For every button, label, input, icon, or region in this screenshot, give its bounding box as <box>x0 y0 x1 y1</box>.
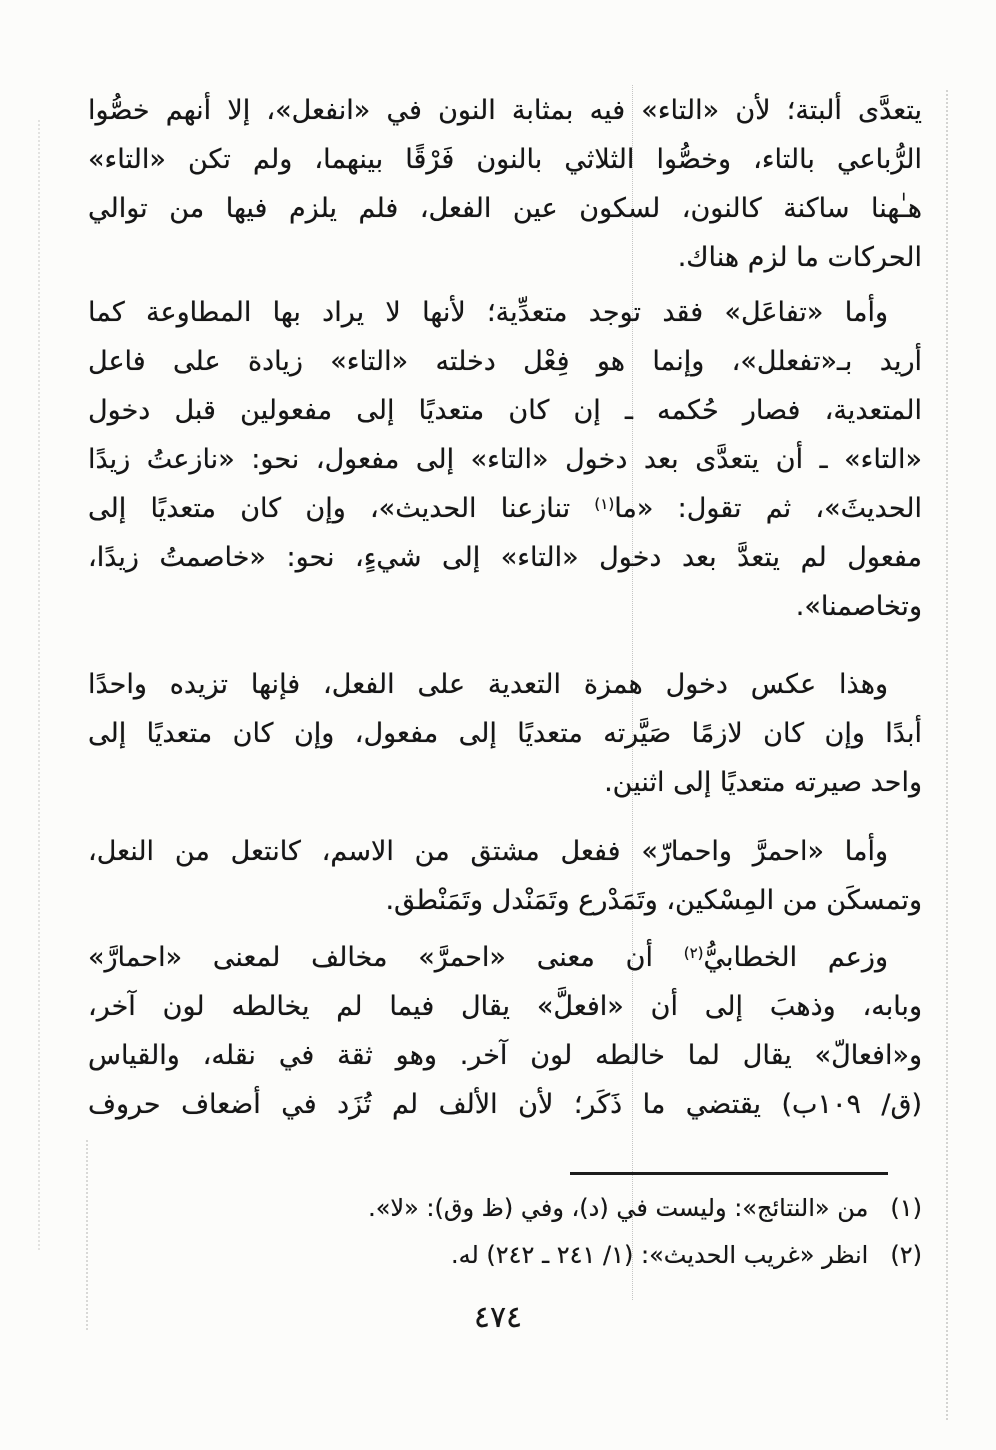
text-line <box>88 484 922 533</box>
footnote-1 <box>162 1186 922 1231</box>
page-number: ٤٧٤ <box>473 1300 523 1335</box>
text-line: يتعدَّى ألبتة؛ لأن «التاء» فيه بمثابة النون في «انفعل»، إلا أنهم خصُّوا <box>88 95 922 126</box>
text-line: أريد بـ«تفعلل»، وإنما هو فِعْل دخلته «التاء» زيادة على فاعل <box>88 346 922 377</box>
footnote-text: انظر «غريب الحديث»: (١/ ٢٤١ ـ ٢٤٢) له. <box>450 1241 869 1269</box>
text-line: الحركات ما لزم هناك. <box>677 242 922 273</box>
text-line: المتعدية، فصار حُكمه ـ إن كان متعديًا إلى مفعولين قبل دخول <box>88 395 922 426</box>
text-line: أبدًا وإن كان لازمًا صَيَّرته متعديًا إلى مفعول، وإن كان متعديًا إلى <box>88 718 922 749</box>
text-line: الرُّباعي بالتاء، وخصُّوا الثلاثي بالنون فَرْقًا بينهما، ولم تكن «التاء» <box>88 144 922 175</box>
text-line: وتمسكَن من المِسْكين، وتَمَدْرع وتَمَنْدل وتَمَنْطق. <box>385 885 922 916</box>
text-segment: أن معنى «احمرَّ» مخالف لمعنى «احمارَّ» <box>88 942 684 973</box>
footnote-text: من «النتائج»: وليست في (د)، وفي (ظ وق): «لا». <box>368 1194 869 1222</box>
text-segment: تنازعنا الحديث»، وإن كان متعديًا إلى <box>88 493 595 524</box>
text-line: مفعول لم يتعدَّ بعد دخول «التاء» إلى شيءٍ، نحو: «خاصمتُ زيدًا، <box>88 542 922 573</box>
text-line <box>88 933 922 982</box>
footnote-2 <box>162 1233 922 1278</box>
paragraph-2 <box>88 288 922 631</box>
text-line: وتخاصمنا». <box>795 591 922 622</box>
footnote-marker: (١) <box>890 1194 922 1222</box>
text-line: وهذا عكس دخول همزة التعدية على الفعل، فإنها تزيده واحدًا <box>88 669 888 700</box>
paragraph-3 <box>88 660 922 807</box>
text-line: هـٰهنا ساكنة كالنون، لسكون عين الفعل، فلم يلزم فيها من توالي <box>88 193 922 224</box>
scan-artifact-left-dots <box>38 120 40 1250</box>
text-segment: الحديثَ»، ثم تقول: «ما <box>614 493 922 524</box>
text-line: واحد صيرته متعديًا إلى اثنين. <box>604 767 922 798</box>
footnote-ref-1: (١) <box>594 495 615 513</box>
footnote-marker: (٢) <box>890 1241 922 1269</box>
text-line: «التاء» ـ أن يتعدَّى بعد دخول «التاء» إلى مفعول، نحو: «نازعتُ زيدًا <box>88 444 922 475</box>
footnotes-section <box>162 1186 922 1278</box>
paragraph-1 <box>88 86 922 282</box>
text-line: وبابه، وذهبَ إلى أن «افعلَّ» يقال فيما لم يخالطه لون آخر، <box>88 991 922 1022</box>
paragraph-4 <box>88 827 922 925</box>
footnote-separator <box>570 1172 888 1175</box>
text-line: و«افعالّ» يقال لما خالطه لون آخر. وهو ثقة في نقله، والقياس <box>88 1040 922 1071</box>
text-line: وأما «احمرَّ واحمارّ» ففعل مشتق من الاسم، كانتعل من النعل، <box>88 836 888 867</box>
main-text-block <box>88 86 922 1129</box>
text-line: وأما «تفاعَل» فقد توجد متعدِّية؛ لأنها لا يراد بها المطاوعة كما <box>88 297 888 328</box>
text-line: (ق/ ١٠٩ب) يقتضي ما ذَكَر؛ لأن الألف لم تُزَد في أضعاف حروف <box>88 1089 922 1120</box>
paragraph-5 <box>88 933 922 1129</box>
scan-artifact-right-dots <box>946 90 948 1420</box>
footnote-ref-2: (٢) <box>683 944 704 962</box>
text-segment: وزعم الخطابيُّ <box>703 942 888 973</box>
